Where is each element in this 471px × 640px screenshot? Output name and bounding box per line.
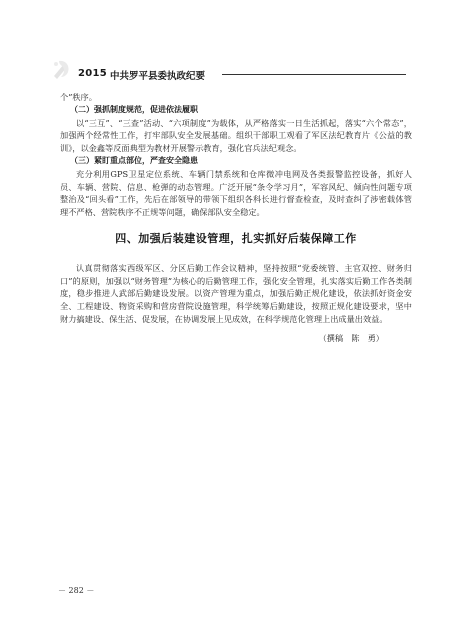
paragraph-one: 以“三互”、“三查”活动、“六项制度”为载体，从严格落实一日生活抓起，落实“六个常态”，加强两个经常性工作，打牢部队安全发展基础。组织干部职工观看了军区法纪教育片《公益的教训》，以金鑫等反面典型为教材开展警示教育，强化官兵法纪观念。 (60, 117, 412, 154)
paragraph-three: 认真贯彻落实西级军区、分区后勤工作会议精神，坚持按照“党委统管、主官双控、财务归口”的原则，加强以“财务管理”为核心的后勤管理工作，强化安全管理，扎实落实后勤工作各类制度，稳步推进人武部后勤建设发展。以资产管理为重点，加强后勤正规化建设，依法抓好资金安全、工程建设、物资采购和营房营院设施管理，科学统筹后勤建设，按照正规化建设要求，坚中财力搞建设、保生活、促发展，在协调发展上见成效，在科学规范化管理上出成量出效益。 (60, 262, 412, 324)
header-year: 2015 (78, 68, 108, 79)
page-number: － 282 － (58, 586, 95, 595)
section-title: 四、加强后装建设管理，扎实抓好后装保障工作 (115, 231, 357, 245)
subheading-two: （二）强抓制度规范，促进依法履职 (70, 104, 198, 114)
subheading-three: （三）紧盯重点部位，严查安全隐患 (70, 155, 198, 165)
header-rule (222, 74, 406, 75)
party-emblem-icon (50, 56, 72, 82)
author-credit: （撰稿 陈 勇） (318, 332, 384, 343)
page-content (60, 91, 412, 345)
paragraph-two: 充分利用GPS卫星定位系统、车辆门禁系统和仓库微冲电网及各类报警监控设备，抓好人员、车辆、营院、信息、枪弹的动态管理。广泛开展“条令学习月”，军容风纪、倾向性问题专项整治及“回头看”工作，先后在部领导的带领下组织各科长进行督查检查，及时查纠了涉密载体管理不严格、营院秩序不正规等问题，确保部队安全稳定。 (60, 168, 412, 218)
header-title: 中共罗平县委执政纪要 (110, 71, 206, 82)
paragraph-continuation: 个”秩序。 (60, 92, 97, 102)
